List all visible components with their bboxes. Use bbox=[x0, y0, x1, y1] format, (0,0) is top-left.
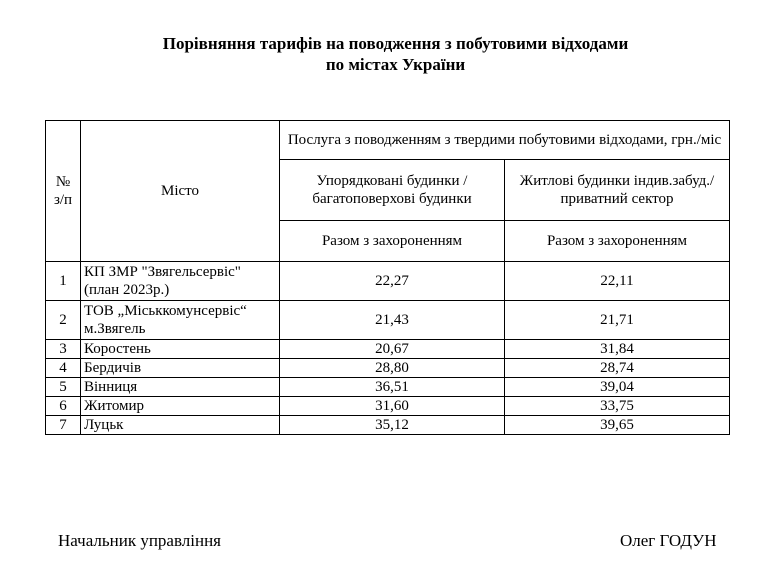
row-city: Бердичів bbox=[81, 359, 280, 378]
row-value-a: 35,12 bbox=[280, 416, 505, 435]
header-number: № з/п bbox=[46, 121, 81, 262]
row-value-b: 21,71 bbox=[505, 301, 730, 340]
row-city: ТОВ „Міськкомунсервіс“ м.Звягель bbox=[81, 301, 280, 340]
header-group-a: Упорядковані будинки /багатоповерхові будинки bbox=[280, 160, 505, 221]
row-number: 1 bbox=[46, 262, 81, 301]
row-value-a: 31,60 bbox=[280, 397, 505, 416]
table-row bbox=[46, 262, 730, 301]
row-value-b: 22,11 bbox=[505, 262, 730, 301]
table-row bbox=[46, 301, 730, 340]
row-city: Луцьк bbox=[81, 416, 280, 435]
signatory-name: Олег ГОДУН bbox=[620, 531, 717, 550]
table-row bbox=[46, 416, 730, 435]
tariff-table bbox=[45, 120, 730, 435]
header-sub-b: Разом з захороненням bbox=[505, 221, 730, 262]
row-value-a: 28,80 bbox=[280, 359, 505, 378]
row-value-b: 39,04 bbox=[505, 378, 730, 397]
row-city: Вінниця bbox=[81, 378, 280, 397]
row-value-a: 22,27 bbox=[280, 262, 505, 301]
row-city: Житомир bbox=[81, 397, 280, 416]
row-number: 3 bbox=[46, 340, 81, 359]
table-row bbox=[46, 340, 730, 359]
title-line-2: по містах України bbox=[325, 55, 466, 74]
header-sub-a: Разом з захороненням bbox=[280, 221, 505, 262]
header-service: Послуга з поводженням з твердими побутовими відходами, грн./міс bbox=[280, 121, 730, 160]
row-number: 6 bbox=[46, 397, 81, 416]
row-number: 7 bbox=[46, 416, 81, 435]
header-group-b: Житлові будинки індив.забуд./приватний сектор bbox=[505, 160, 730, 221]
row-value-b: 31,84 bbox=[505, 340, 730, 359]
table-row bbox=[46, 359, 730, 378]
row-value-b: 33,75 bbox=[505, 397, 730, 416]
row-value-b: 28,74 bbox=[505, 359, 730, 378]
row-value-a: 36,51 bbox=[280, 378, 505, 397]
table-row bbox=[46, 397, 730, 416]
document-title bbox=[0, 33, 771, 75]
row-number: 2 bbox=[46, 301, 81, 340]
table-row bbox=[46, 378, 730, 397]
row-number: 5 bbox=[46, 378, 81, 397]
row-value-a: 21,43 bbox=[280, 301, 505, 340]
row-city: КП ЗМР "Звягельсервіс" (план 2023р.) bbox=[81, 262, 280, 301]
title-line-1: Порівняння тарифів на поводження з побутовими відходами bbox=[162, 34, 629, 53]
row-value-b: 39,65 bbox=[505, 416, 730, 435]
row-city: Коростень bbox=[81, 340, 280, 359]
header-city: Місто bbox=[81, 121, 280, 262]
row-value-a: 20,67 bbox=[280, 340, 505, 359]
row-number: 4 bbox=[46, 359, 81, 378]
signatory-position: Начальник управління bbox=[58, 531, 221, 550]
